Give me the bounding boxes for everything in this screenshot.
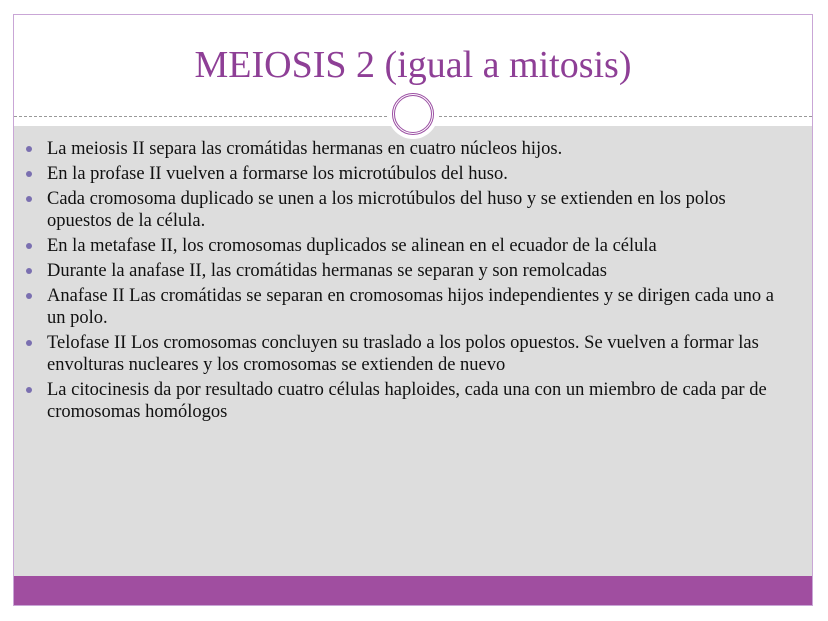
list-item-text: Telofase II Los cromosomas concluyen su traslado a los polos opuestos. Se vuelven a formar las envolturas nucleares y los cromosomas se extienden de nuevo	[47, 333, 759, 375]
list-item	[26, 379, 786, 423]
circle-ornament-icon	[392, 93, 434, 135]
bullet-list	[26, 138, 786, 426]
list-item-text: La meiosis II separa las cromátidas hermanas en cuatro núcleos hijos.	[47, 139, 563, 159]
list-item-text: Durante la anafase II, las cromátidas hermanas se separan y son remolcadas	[47, 261, 607, 281]
list-item-text: Anafase II Las cromátidas se separan en cromosomas hijos independientes y se dirigen cada uno a un polo.	[47, 286, 774, 328]
footer-band	[14, 576, 812, 605]
bullet-icon	[26, 171, 32, 177]
list-item-text: En la profase II vuelven a formarse los microtúbulos del huso.	[47, 164, 508, 184]
list-item	[26, 138, 786, 160]
bullet-icon	[26, 268, 32, 274]
list-item	[26, 332, 786, 376]
slide-title: MEIOSIS 2 (igual a mitosis)	[194, 44, 632, 86]
list-item-text: La citocinesis da por resultado cuatro células haploides, cada una con un miembro de cada par de cromosomas homólogos	[47, 380, 767, 422]
list-item	[26, 260, 786, 282]
list-item	[26, 188, 786, 232]
bullet-icon	[26, 196, 32, 202]
list-item-text: En la metafase II, los cromosomas duplicados se alinean en el ecuador de la célula	[47, 236, 657, 256]
list-item	[26, 163, 786, 185]
list-item	[26, 235, 786, 257]
bullet-icon	[26, 340, 32, 346]
bullet-icon	[26, 243, 32, 249]
bullet-icon	[26, 387, 32, 393]
list-item	[26, 285, 786, 329]
bullet-icon	[26, 146, 32, 152]
list-item-text: Cada cromosoma duplicado se unen a los microtúbulos del huso y se extienden en los polos opuestos de la célula.	[47, 189, 726, 231]
bullet-icon	[26, 293, 32, 299]
